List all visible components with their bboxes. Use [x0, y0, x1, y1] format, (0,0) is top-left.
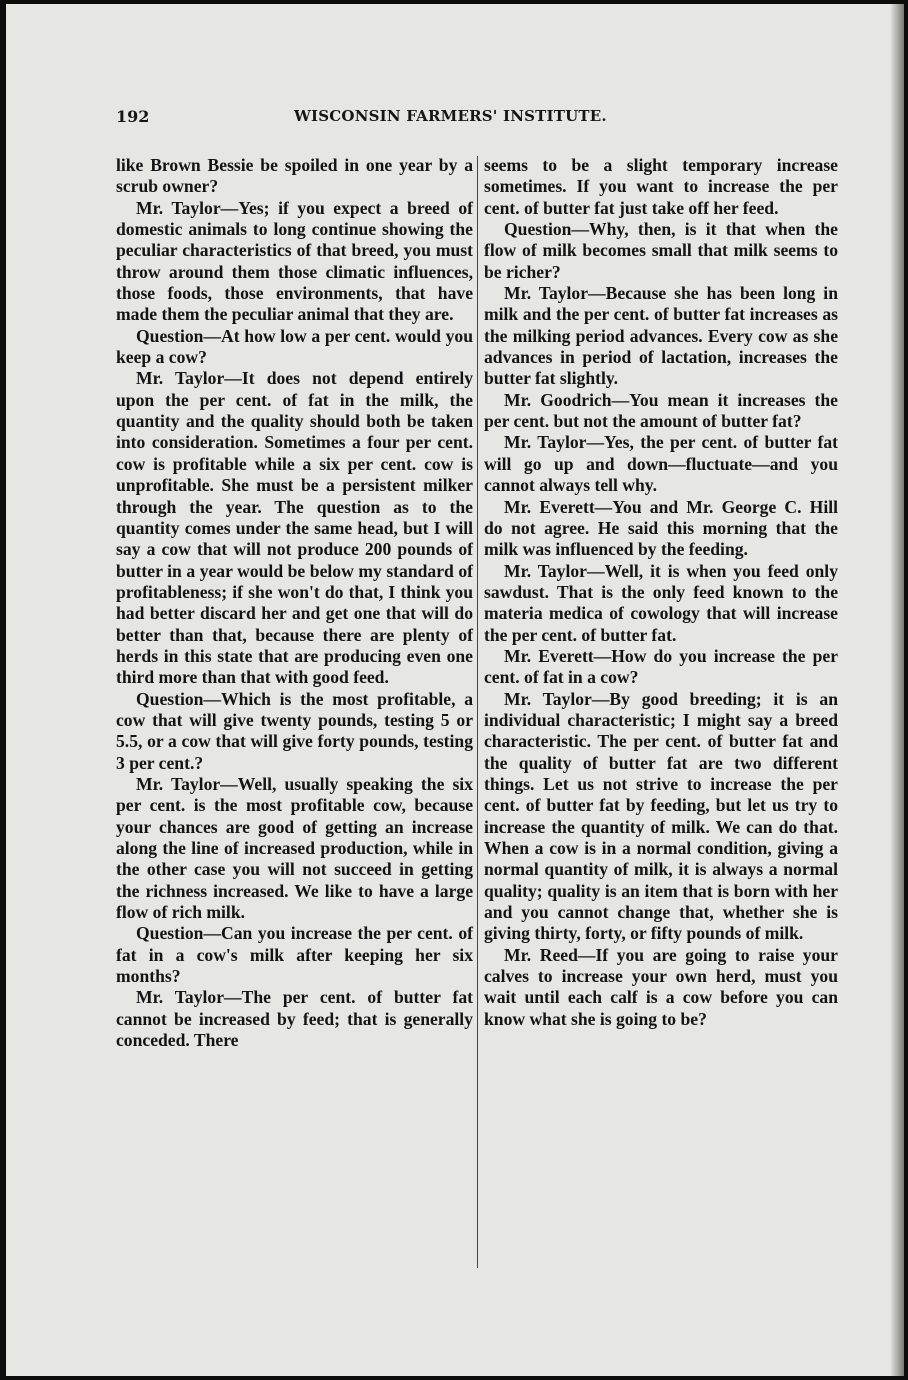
paragraph: Mr. Taylor—Yes, the per cent. of butter fat will go up and down—fluctuate—and you cannot always tell why.: [484, 432, 838, 496]
paragraph: like Brown Bessie be spoiled in one year by a scrub owner?: [116, 155, 473, 197]
paragraph: Mr. Taylor—Because she has been long in milk and the per cent. of butter fat increases as the milking period advances. Every cow as she advances in period of lactation, increases the butter fat slightly.: [484, 283, 838, 389]
page-header: [116, 107, 656, 133]
right-column: [484, 155, 838, 1030]
paragraph: Mr. Taylor—Well, it is when you feed only sawdust. That is the only feed known to the materia medica of cowology that will increase the per cent. of butter fat.: [484, 560, 838, 645]
paragraph: seems to be a slight temporary increase sometimes. If you want to increase the per cent. of butter fat just take off her feed.: [484, 155, 838, 218]
book-page: [6, 4, 904, 1376]
paragraph: Mr. Reed—If you are going to raise your calves to increase your own herd, must you wait until each calf is a cow before you can know what she is going to be?: [484, 944, 838, 1029]
paragraph: Mr. Everett—How do you increase the per cent. of fat in a cow?: [484, 645, 838, 688]
paragraph: Mr. Taylor—Well, usually speaking the six per cent. is the most profitable cow, because your chances are good of getting an increase along the line of increased production, while in the other case you will not succeed in getting the richness increased. We like to have a large flow of rich milk.: [116, 773, 473, 923]
paragraph: Question—At how low a per cent. would you keep a cow?: [116, 325, 473, 368]
paragraph: Mr. Everett—You and Mr. George C. Hill do not agree. He said this morning that the milk was influenced by the feeding.: [484, 496, 838, 560]
page-number: 192: [116, 107, 150, 126]
paragraph: Mr. Taylor—By good breeding; it is an individual characteristic; I might say a breed characteristic. The per cent. of butter fat and the quality of butter fat are two different things. Let us not strive to increase the per cent. of butter fat by feeding, but let us try to increase the quantity of milk. We can do that. When a cow is in a normal condition, giving a normal quantity of milk, it is always a normal quality; quality is an item that is born with her and you cannot change that, whether she is giving thirty, forty, or fifty pounds of milk.: [484, 688, 838, 944]
paragraph: Mr. Goodrich—You mean it increases the per cent. but not the amount of butter fat?: [484, 389, 838, 432]
paragraph: Question—Can you increase the per cent. of fat in a cow's milk after keeping her six months?: [116, 923, 473, 987]
paragraph: Mr. Taylor—The per cent. of butter fat cannot be increased by feed; that is generally conceded. There: [116, 987, 473, 1051]
paragraph: Question—Which is the most profitable, a cow that will give twenty pounds, testing 5 or 5.5, or a cow that will give forty pounds, testing 3 per cent.?: [116, 688, 473, 773]
column-divider: [477, 156, 478, 1268]
paragraph: Mr. Taylor—Yes; if you expect a breed of domestic animals to long continue showing the peculiar characteristics of that breed, you must throw around them those climatic influences, those foods, those environments, that have made them the peculiar animal that they are.: [116, 197, 473, 325]
running-head: WISCONSIN FARMERS' INSTITUTE.: [294, 107, 607, 125]
paragraph: Question—Why, then, is it that when the flow of milk becomes small that milk seems to be richer?: [484, 219, 838, 282]
left-column: [116, 155, 473, 1051]
paragraph: Mr. Taylor—It does not depend entirely upon the per cent. of fat in the milk, the quantity and the quality should both be taken into consideration. Sometimes a four per cent. cow is profitable while a six per cent. cow is unprofitable. She must be a persistent milker through the year. The question as to the quantity comes under the same head, but I will say a cow that will not produce 200 pounds of butter in a year would be below my standard of profitableness; if she won't do that, I think you had better discard her and get one that will do better than that, because there are plenty of herds in this state that are producing even one third more than that with good feed.: [116, 368, 473, 688]
